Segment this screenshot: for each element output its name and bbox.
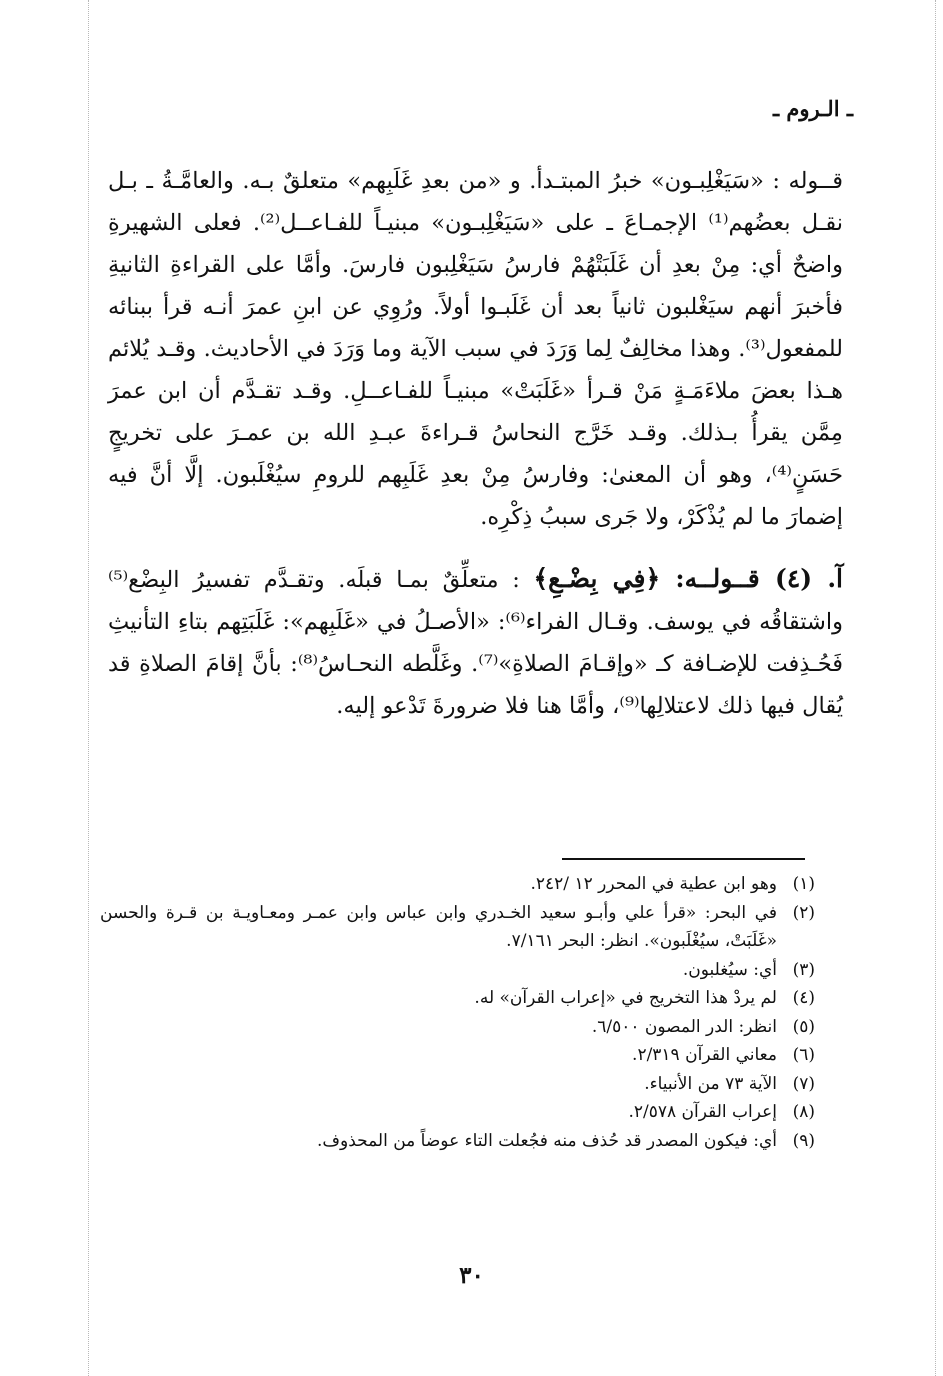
paragraph-2 bbox=[108, 558, 843, 727]
footnote-number: (٧) bbox=[792, 1073, 815, 1094]
footnote bbox=[100, 870, 815, 899]
verse-lead: آ. (٤) قــولــه: ﴿فِي بِضْـعِ﴾ bbox=[533, 564, 843, 593]
margin-guide-right bbox=[935, 0, 936, 1376]
footnote-number: (٥) bbox=[792, 1016, 815, 1037]
footnote bbox=[100, 984, 815, 1013]
footnote-number: (٨) bbox=[792, 1102, 815, 1122]
footnote-text: أي: سيُغلبون. bbox=[682, 959, 777, 980]
footnote bbox=[100, 1041, 815, 1070]
footnote-number: (١) bbox=[792, 874, 815, 894]
running-header: ـ الـروم ـ bbox=[772, 96, 853, 121]
main-text bbox=[108, 160, 843, 727]
footnote-text: في البحر: «قرأ علي وأبـو سعيد الخـدري وابن عباس وابن عمـر ومعـاويـة بن قـرة والحسن «غَلَبَتْ، سيُغْلَبون». انظر: البحر ٧/١٦١. bbox=[100, 902, 777, 951]
footnote-number: (٦) bbox=[792, 1045, 815, 1065]
footnotes-list bbox=[100, 870, 815, 1155]
footnote bbox=[100, 956, 815, 985]
footnote bbox=[100, 1098, 815, 1127]
page-number: ٣٠ bbox=[459, 1262, 484, 1289]
footnote-number: (٣) bbox=[792, 959, 815, 980]
footnote-separator bbox=[562, 858, 805, 860]
footnote-text: إعراب القرآن ٢/٥٧٨. bbox=[628, 1102, 777, 1122]
footnote-text: انظر: الدر المصون ٦/٥٠٠. bbox=[591, 1016, 777, 1037]
footnote-text: أي: فيكون المصدر قد حُذف منه فجُعلت التاء عوضاً من المحذوف. bbox=[316, 1130, 777, 1151]
footnote-number: (٢) bbox=[792, 902, 815, 923]
footnote-text: وهو ابن عطية في المحرر ١٢ /٢٤٢. bbox=[530, 874, 777, 894]
footnote-text: لم يردْ هذا التخريج في «إعراب القرآن» له. bbox=[474, 988, 777, 1008]
footnote bbox=[100, 1070, 815, 1099]
paragraph-1: قــوله : «سَيَغْلِبـون» خبرُ المبتـدأ. و «من بعدِ غَلَبِهم» متعلقٌ بـه. والعامَّـةُ ـ بـل نقـل بعضُهم⁽¹⁾ الإجمـاعَ ـ على «سَيَغْلِبـون» مبنيـاً للفـاعــل⁽²⁾. فعلى الشهيرةِ واضحٌ أي: مِنْ بعدِ أن غَلَبَتْهُمْ فارسُ سَيَغْلِبون فارسَ. وأمَّا على القراءةِ الثانيةِ فأخبرَ أنهم سيَغْلبون ثانياً بعد أن غَلَبـوا أولاً. ورُوِي عن ابنِ عمرَ أنـه قرأ ببنائه للمفعول⁽³⁾. وهذا مخالِفٌ لِما وَرَدَ في سبب الآية وما وَرَدَ في الأحاديث. وقـد يُلائم هـذا بعضَ ملاءَمَـةٍ مَنْ قـرأ «غَلَبَتْ» مبنيـاً للفـاعــلِ. وقـد تقـدَّم أن ابن عمرَ مِمَّن يقرأُ بـذلك. وقـد خَرَّج النحاسُ قـراءةَ عبـدِ الله بن عمـرَ على تخريجٍ حَسَنٍ⁽⁴⁾، وهو أن المعنىٰ: وفارسُ مِنْ بعدِ غَلَبِهم للرومِ سيُغْلَبون. إلَّا أنَّ فيه إضمارَ ما لم يُذْكَرْ، ولا جَرى سببُ ذِكْرِه. bbox=[108, 168, 843, 530]
margin-guide-left bbox=[88, 0, 89, 1376]
footnote bbox=[100, 899, 815, 956]
footnote-number: (٤) bbox=[792, 988, 815, 1008]
footnote-text: الآية ٧٣ من الأنبياء. bbox=[644, 1073, 777, 1094]
footnote bbox=[100, 1127, 815, 1156]
footnote-text: معاني القرآن ٢/٣١٩. bbox=[632, 1045, 777, 1065]
footnote-number: (٩) bbox=[792, 1130, 815, 1151]
verse-commentary: : متعلِّقٌ بمـا قبلَه. وتقـدَّم تفسيرُ البِضْع⁽⁵⁾ واشتقاقُه في يوسف. وقـال الفراء⁽⁶⁾: «الأصـلُ في «غَلَبِهم»: غَلَبَتِهم بتاءِ التأنيثِ فَحُـذِفت للإضـافة كـ «وإقـامَ الصلاةِ»⁽⁷⁾. وغَلَّطه النحـاسُ⁽⁸⁾: بأنَّ إقامَ الصلاةِ قد يُقال فيها ذلك لاعتلالِها⁽⁹⁾، وأمَّا هنا فلا ضرورةَ تَدْعو إليه. bbox=[108, 567, 843, 719]
footnote bbox=[100, 1013, 815, 1042]
